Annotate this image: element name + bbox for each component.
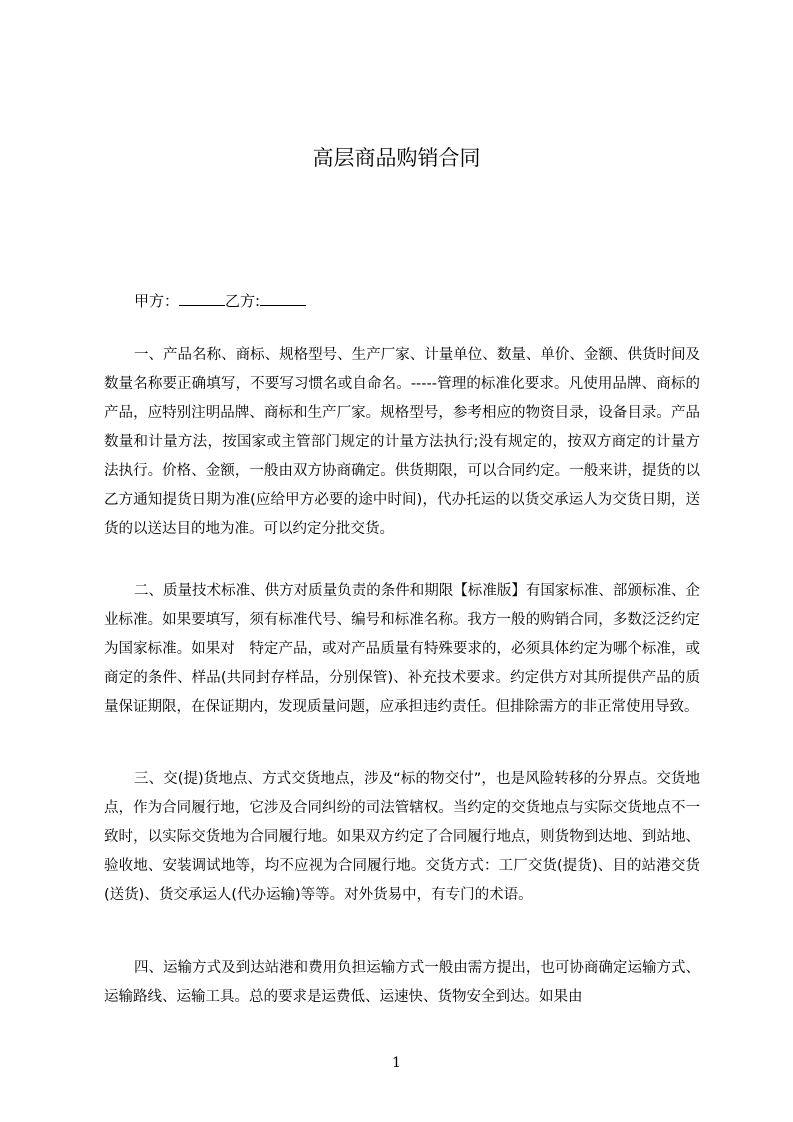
party-b-label: 乙方: — [225, 292, 261, 310]
page-number: 1 — [392, 1055, 401, 1071]
clause-4-transport-method: 四、运输方式及到达站港和费用负担运输方式一般由需方提出，也可协商确定运输方式、运输路线、运输工具。总的要求是运费低、运速快、货物安全到达。如果由 — [104, 960, 700, 1005]
party-a-blank — [179, 291, 225, 306]
clause-3-delivery-location: 三、交(提)货地点、方式交货地点，涉及“标的物交付”，也是风险转移的分界点。交货地点，作为合同履行地，它涉及合同纠纷的司法管辖权。当约定的交货地点与实际交货地点不一致时，以实际交货地为合同履行地。如果双方约定了合同履行地点，则货物到达地、到站地、验收地、安装调试地等，均不应视为合同履行地。交货方式：工厂交货(提货)、目的站港交货(送货)、货交承运人(代办运输)等等。对外货易中，有专门的术语。 — [104, 771, 700, 903]
contract-parties-line — [134, 290, 306, 312]
clause-1-product-details: 一、产品名称、商标、规格型号、生产厂家、计量单位、数量、单价、金额、供货时间及数量名称要正确填写，不要写习惯名或自命名。-----管理的标准化要求。凡使用品牌、商标的产品，应特别注明品牌、商标和生产厂家。规格型号，参考相应的物资目录，设备目录。产品数量和计量方法，按国家或主管部门规定的计量方法执行;没有规定的，按双方商定的计量方法执行。价格、金额，一般由双方协商确定。供货期限，可以合同约定。一般来讲，提货的以乙方通知提货日期为准(应给甲方必要的途中时间)，代办托运的以货交承运人为交货日期，送货的以送达目的地为准。可以约定分批交货。 — [104, 347, 700, 537]
document-title: 高层商品购销合同 — [312, 146, 481, 170]
party-a-label: 甲方： — [134, 292, 180, 310]
clause-2-quality-standards: 二、质量技术标准、供方对质量负责的条件和期限【标准版】有国家标准、部颁标准、企业标准。如果要填写，须有标准代号、编号和标准名称。我方一般的购销合同，多数泛泛约定为国家标准。如果对 特定产品，或对产品质量有特殊要求的，必须具体约定为哪个标准，或商定的条件、样品(共同封存样品，分别保管)、补充技术要求。约定供方对其所提供产品的质量保证期限，在保证期内，发现质量问题，应承担违约责任。但排除需方的非正常使用导致。 — [104, 583, 700, 715]
party-b-blank — [260, 291, 306, 306]
